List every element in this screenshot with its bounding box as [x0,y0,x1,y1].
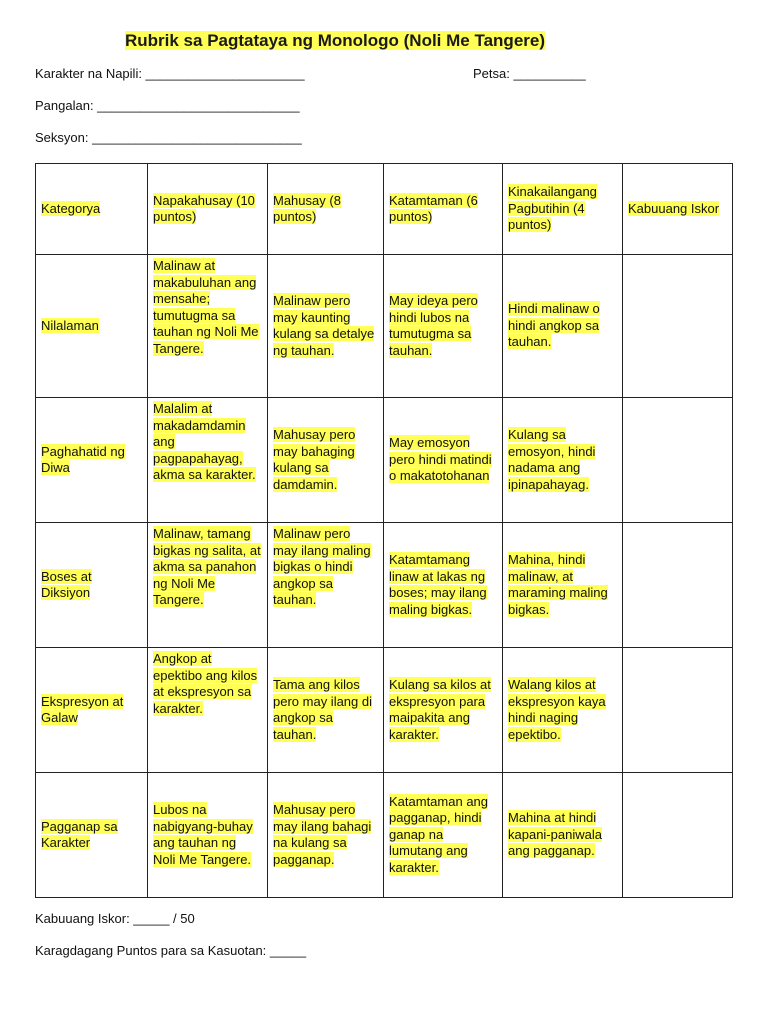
rubric-text: Katamtamang linaw at lakas ng boses; may ilang maling bigkas. [389,552,487,617]
rubric-text: Mahina at hindi kapani-paniwala ang pagganap. [508,810,602,859]
rubric-cell [503,398,623,523]
rubric-cell [503,255,623,398]
category-cell [36,398,148,523]
header-kategorya: Kategorya [41,200,101,216]
header-mahusay: Mahusay (8 puntos) [273,192,341,224]
rubric-cell [268,648,384,773]
page-title [125,30,545,52]
rubric-cell [503,648,623,773]
rubric-cell [503,773,623,898]
header-kabuuang-iskor: Kabuuang Iskor [628,200,720,216]
rubric-text: Angkop at epektibo ang kilos at ekspresyon sa karakter. [153,651,258,716]
category-label: Nilalaman [41,317,99,333]
rubric-cell [384,523,503,648]
rubric-text: Malinaw pero may kaunting kulang sa detalye ng tauhan. [273,293,375,358]
extra-points-line: Karagdagang Puntos para sa Kasuotan: _____ [35,943,307,958]
rubric-text: Mahina, hindi malinaw, at maraming maling bigkas. [508,552,608,617]
rubric-cell [503,523,623,648]
page-title-text: Rubrik sa Pagtataya ng Monologo (Noli Me Tangere) [125,31,546,50]
score-cell [623,773,733,898]
karakter-field: Karakter na Napili: ______________________ [35,66,305,81]
header-cell [503,164,623,255]
rubric-text: Walang kilos at ekspresyon kaya hindi naging epektibo. [508,677,606,742]
category-cell [36,773,148,898]
rubric-cell [268,523,384,648]
rubric-text: Kulang sa emosyon, hindi nadama ang ipinapahayag. [508,427,596,492]
rubric-text: Katamtaman ang pagganap, hindi ganap na lumutang ang karakter. [389,793,489,875]
score-cell [623,648,733,773]
rubric-cell [268,255,384,398]
rubric-cell [268,773,384,898]
table-header-row [36,164,733,255]
category-cell [36,523,148,648]
rubric-table [35,163,733,898]
rubric-cell [384,398,503,523]
rubric-text: Mahusay pero may ilang bahagi na kulang sa pagganap. [273,802,372,867]
header-cell [384,164,503,255]
category-label: Boses at Diksiyon [41,568,92,600]
rubric-text: May ideya pero hindi lubos na tumutugma sa tauhan. [389,293,478,358]
category-label: Paghahatid ng Diwa [41,443,125,475]
seksyon-field: Seksyon: _____________________________ [35,130,302,145]
rubric-text: Mahusay pero may bahaging kulang sa damdamin. [273,427,356,492]
rubric-cell [384,648,503,773]
rubric-text: Tama ang kilos pero may ilang di angkop sa tauhan. [273,677,372,742]
table-row [36,773,733,898]
pangalan-field: Pangalan: ____________________________ [35,98,300,113]
rubric-text: Malinaw, tamang bigkas ng salita, at akma sa panahon ng Noli Me Tangere. [153,526,261,607]
rubric-text: Malalim at makadamdamin ang pagpapahayag, akma sa karakter. [153,401,256,482]
category-cell [36,255,148,398]
table-row [36,648,733,773]
header-cell [623,164,733,255]
rubric-cell [384,773,503,898]
score-cell [623,255,733,398]
rubric-text: May emosyon pero hindi matindi o makatotohanan [389,435,492,484]
category-label: Pagganap sa Karakter [41,818,118,850]
total-score-line: Kabuuang Iskor: _____ / 50 [35,911,195,926]
header-katamtaman: Katamtaman (6 puntos) [389,192,478,224]
petsa-field: Petsa: __________ [473,66,586,81]
category-label: Ekspresyon at Galaw [41,693,124,725]
rubric-cell [268,398,384,523]
header-cell [148,164,268,255]
table-row [36,398,733,523]
header-kinakailangang-pagbutihin: Kinakailangang Pagbutihin (4 puntos) [508,184,597,233]
rubric-cell [148,398,268,523]
category-cell [36,648,148,773]
table-row [36,523,733,648]
score-cell [623,523,733,648]
rubric-cell [384,255,503,398]
table-row [36,255,733,398]
header-cell [36,164,148,255]
score-cell [623,398,733,523]
rubric-cell [148,255,268,398]
header-cell [268,164,384,255]
header-napakahusay: Napakahusay (10 puntos) [153,192,255,224]
rubric-cell [148,648,268,773]
rubric-cell [148,773,268,898]
rubric-text: Malinaw pero may ilang maling bigkas o hindi angkop sa tauhan. [273,526,371,607]
rubric-text: Malinaw at makabuluhan ang mensahe; tumutugma sa tauhan ng Noli Me Tangere. [153,258,259,356]
rubric-text: Hindi malinaw o hindi angkop sa tauhan. [508,301,600,350]
rubric-text: Kulang sa kilos at ekspresyon para maipakita ang karakter. [389,677,491,742]
rubric-cell [148,523,268,648]
rubric-text: Lubos na nabigyang-buhay ang tauhan ng Noli Me Tangere. [153,802,253,867]
